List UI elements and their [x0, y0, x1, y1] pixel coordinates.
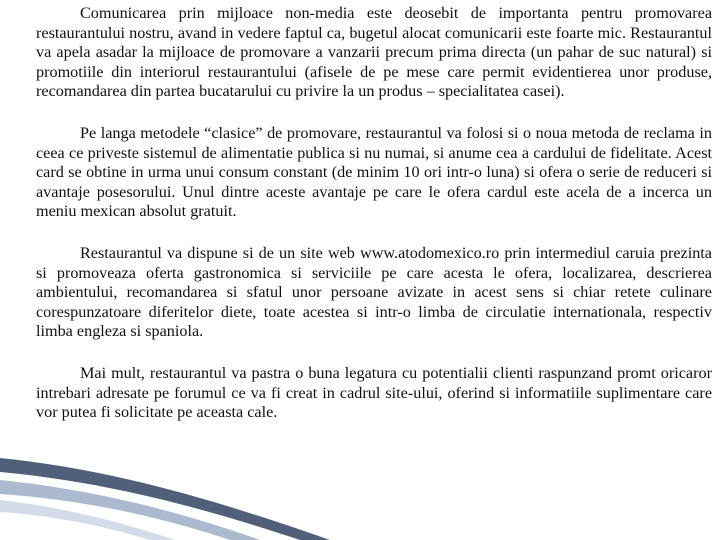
paragraph-website: Restaurantul va dispune si de un site web www.atodomexico.ro prin intermediul caruia prezinta si promoveaza oferta gastronomica si serviciile pe care acesta le ofera, localizarea, descrierea ambientului, recomandarea si sfatul unor persoane avizate in acest sens si chiar retete culinare corespunzatoare diferitelor diete, toate acestea si intr-o limba de circulatie internationala, respectiv limba engleza si spaniola.: [36, 243, 712, 341]
document-body: [36, 4, 712, 445]
paragraph-non-media-promotion: Comunicarea prin mijloace non-media este deosebit de importanta pentru promovarea restaurantului nostru, avand in vedere faptul ca, bugetul alocat comunicarii este foarte mic. Restaurantul va apela asadar la mijloace de promovare a vanzarii precum prima directa (un pahar de suc natural) si promotiile din interiorul restaurantului (afisele de pe mese care permit evidentierea unor produse, recomandarea din partea bucatarului cu privire la un produs – specialitatea casei).: [36, 4, 712, 101]
paragraph-loyalty-card: Pe langa metodele “clasice” de promovare, restaurantul va folosi si o noua metoda de reclama in ceea ce priveste sistemul de alimentatie publica si nu numai, si anume cea a cardului de fidelitate. Acest card se obtine in urma unui consum constant (de minim 10 ori intr-o luna) si ofera o serie de reduceri si avantaje posesorului. Unul dintre aceste avantaje pe care le ofera cardul este acela de a incerca un meniu mexican absolut gratuit.: [36, 123, 712, 221]
paragraph-forum: Mai mult, restaurantul va pastra o buna legatura cu potentialii clienti raspunzand promt oricaror intrebari adresate pe forumul ce va fi creat in cadrul site-ului, oferind si informatiile suplimentare care vor putea fi solicitate pe aceasta cale.: [36, 363, 712, 422]
